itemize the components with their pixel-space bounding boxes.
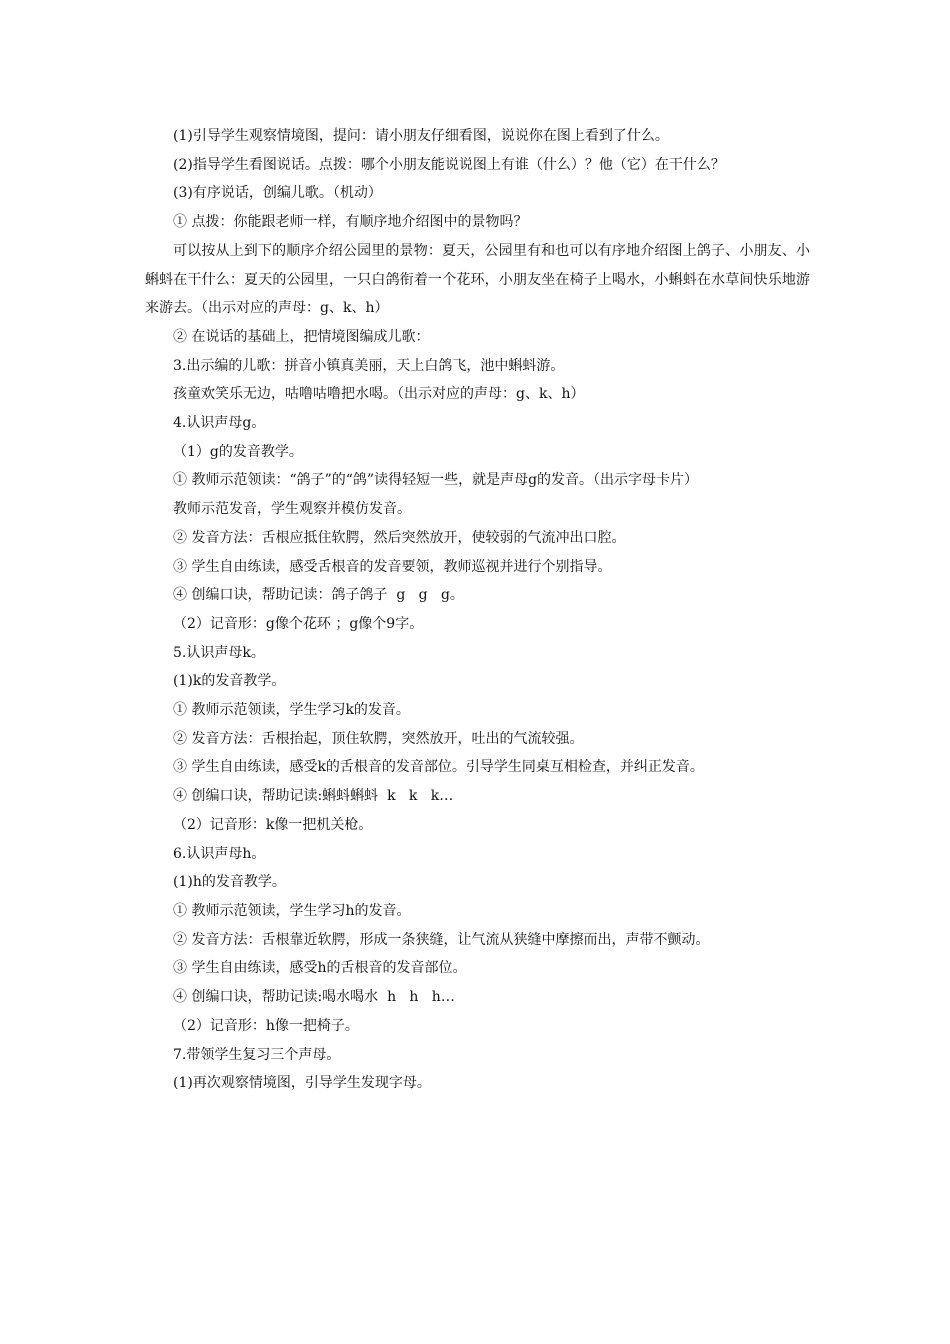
paragraph: (1)引导学生观察情境图，提问：请小朋友仔细看图，说说你在图上看到了什么。	[173, 128, 669, 144]
paragraph: （2）记音形：g像个花环 ；g像个9字。	[173, 615, 424, 632]
paragraph: 4.认识声母g。	[173, 415, 266, 432]
paragraph: 可以按从上到下的顺序介绍公园里的景物：夏天，公园里有和也可以有序地介绍图上鸽子、小朋友、小蝌蚪在干什么：夏天的公园里，一只白鸽衔着一个花环，小朋友坐在椅子上喝水，小蝌蚪在水草间快乐地游来游去。（出示对应的声母：g、k、h）	[145, 242, 810, 317]
paragraph: (1)h的发音教学。	[173, 874, 286, 891]
paragraph: 5.认识声母k。	[173, 644, 265, 661]
paragraph: 7.带领学生复习三个声母。	[173, 1046, 341, 1063]
paragraph: ① 教师示范领读，学生学习k的发音。	[173, 702, 410, 719]
paragraph: （1）g的发音教学。	[173, 443, 303, 460]
paragraph: 3.出示编的儿歌：拼音小镇真美丽，天上白鸽飞，池中蝌蚪游。	[173, 357, 565, 374]
paragraph: (3)有序说话，创编儿歌。（机动）	[173, 185, 382, 202]
document-body	[145, 122, 810, 1098]
paragraph: ① 教师示范领读：“鸽子”的“鸽”读得轻短一些，就是声母g的发音。（出示字母卡片）	[173, 472, 699, 489]
paragraph: ② 发音方法：舌根抬起，顶住软腭，突然放开，吐出的气流较强。	[173, 730, 584, 747]
paragraph: 教师示范发音，学生观察并模仿发音。	[173, 501, 411, 518]
paragraph: 6.认识声母h。	[173, 845, 266, 862]
paragraph: ② 发音方法：舌根应抵住软腭，然后突然放开，使较弱的气流冲出口腔。	[173, 529, 626, 546]
paragraph: （2）记音形：h像一把椅子。	[173, 1017, 359, 1034]
paragraph: 孩童欢笑乐无边，咕噜咕噜把水喝。（出示对应的声母：g、k、h）	[173, 386, 585, 403]
paragraph: ① 点拨：你能跟老师一样，有顺序地介绍图中的景物吗？	[173, 214, 528, 231]
paragraph: ④ 创编口诀，帮助记读:蝌蚪蝌蚪 k k k…	[173, 788, 454, 805]
paragraph: （2）记音形：k像一把机关枪。	[173, 816, 373, 833]
paragraph: ② 在说话的基础上，把情境图编成儿歌：	[173, 328, 430, 345]
paragraph: ④ 创编口诀，帮助记读：鸽子鸽子 g g g。	[173, 587, 464, 604]
paragraph: ③ 学生自由练读，感受舌根音的发音要领，教师巡视并进行个别指导。	[173, 558, 612, 575]
paragraph: ① 教师示范领读，学生学习h的发音。	[173, 902, 411, 919]
paragraph: ② 发音方法：舌根靠近软腭，形成一条狭缝，让气流从狭缝中摩擦而出，声带不颤动。	[173, 931, 710, 948]
paragraph: ③ 学生自由练读，感受h的舌根音的发音部位。	[173, 960, 467, 977]
paragraph: (1)k的发音教学。	[173, 673, 286, 690]
paragraph: ③ 学生自由练读，感受k的舌根音的发音部位。引导学生同桌互相检查，并纠正发音。	[173, 759, 704, 776]
paragraph: (1)再次观察情境图，引导学生发现字母。	[173, 1075, 431, 1092]
paragraph: ④ 创编口诀，帮助记读:喝水喝水 h h h…	[173, 989, 455, 1006]
paragraph: (2)指导学生看图说话。点拨：哪个小朋友能说说图上有谁（什么）？他（它）在干什么？	[173, 156, 725, 173]
